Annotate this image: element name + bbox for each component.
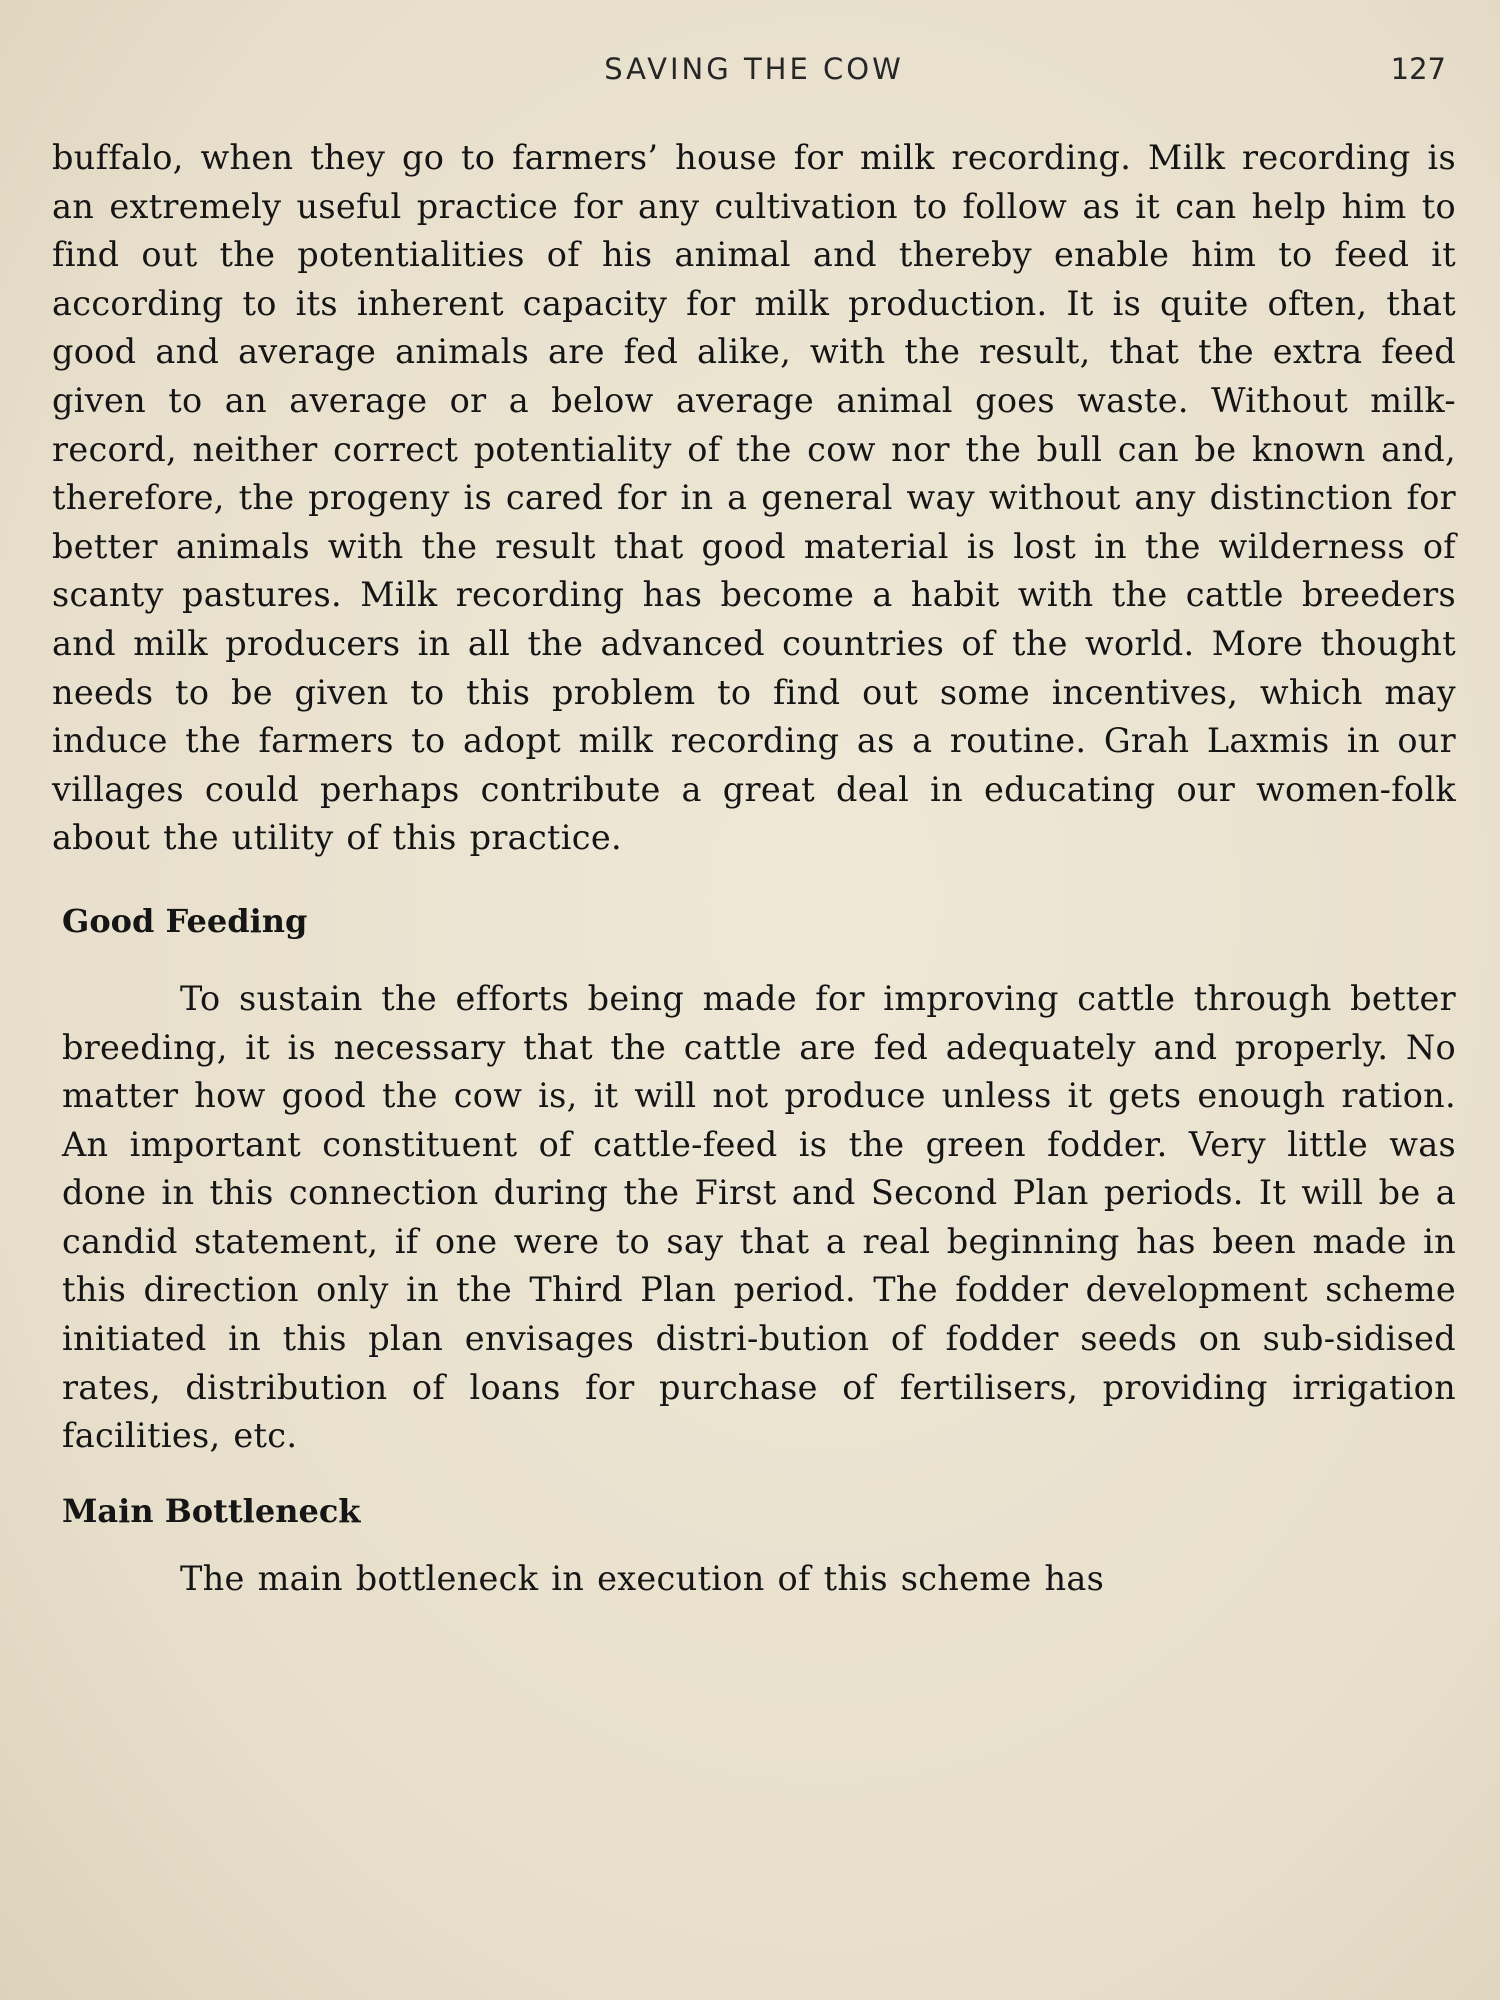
- paragraph-good-feeding: To sustain the efforts being made for improving cattle through better breeding, it is necessary that the cattle are fed adequately and properly. No matter how good the cow is, it will not produce unless it gets enough ration. An important constituent of cattle-feed is the green fodder. Very little was done in this connection during the First and Second Plan periods. It will be a candid statement, if one were to say that a real beginning has been made in this direction only in the Third Plan period. The fodder development scheme initiated in this plan envisages distri-bution of fodder seeds on sub-sidised rates, distribution of loans for purchase of fertilisers, providing irrigation facilities, etc.: [62, 978, 1456, 1456]
- running-title: SAVING THE COW: [604, 52, 904, 86]
- page-number: 127: [1390, 52, 1446, 86]
- page-header: [52, 52, 1456, 98]
- paragraph-main-bottleneck: The main bottleneck in execution of this scheme has: [180, 1558, 1105, 1598]
- heading-good-feeding: Good Feeding: [62, 901, 308, 940]
- heading-main-bottleneck: Main Bottleneck: [62, 1491, 361, 1530]
- paragraph-milk-recording: buffalo, when they go to farmers’ house for milk recording. Milk recording is an extremely useful practice for any cultivation to follow as it can help him to find out the potentialities of his animal and thereby enable him to feed it according to its inherent capacity for milk production. It is quite often, that good and average animals are fed alike, with the result, that the extra feed given to an average or a below average animal goes waste. Without milk-record, neither correct potentiality of the cow nor the bull can be known and, therefore, the progeny is cared for in a general way without any distinction for better animals with the result that good material is lost in the wilderness of scanty pastures. Milk recording has become a habit with the cattle breeders and milk producers in all the advanced countries of the world. More thought needs to be given to this problem to find out some incentives, which may induce the farmers to adopt milk recording as a routine. Grah Laxmis in our villages could perhaps contribute a great deal in educating our women-folk about the utility of this practice.: [52, 138, 1456, 858]
